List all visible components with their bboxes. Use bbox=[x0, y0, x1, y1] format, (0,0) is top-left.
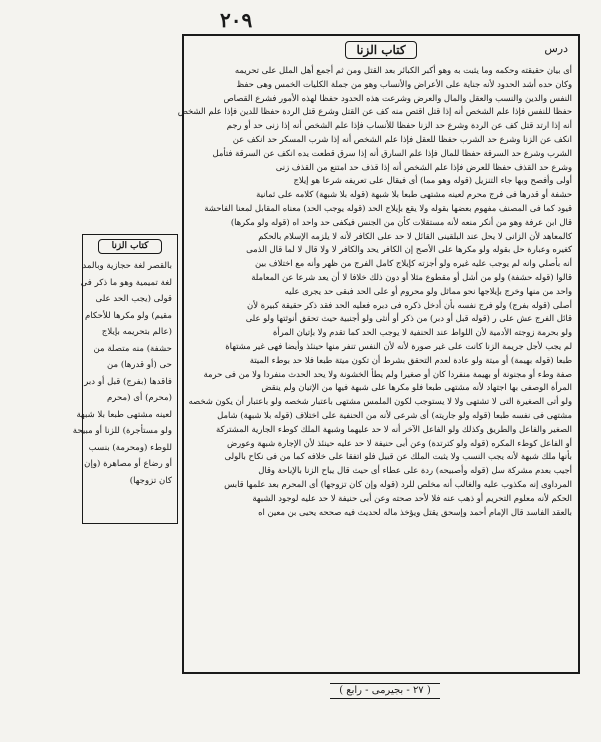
text-line: الشرب وشرع حد السرقة حفظا للمال فإذا علم السارق أنه إذا سرق قطعت يده انكف عن السرقة فتأمل bbox=[212, 147, 572, 158]
text-line: أو الفاعل كوطء المكره (قوله ولو كترتدة) وعن أبى حنيفة لا حد عليه حينئذ لأن الإجارة شبهة وعورض bbox=[227, 437, 572, 448]
text-line: لغة تميمية وهو ما ذكر فى bbox=[80, 277, 172, 288]
text-line: مشتهى فى نفسه طبعا (قوله ولو جاريته) أى شرعى لأنه من الحنفية على اختلاف (قوله بلا شبهة) شامل bbox=[217, 409, 572, 420]
matn-body bbox=[72, 258, 172, 489]
text-line: كالمعاهد لأن الزانى لا يحل عند البلقينى القائل لا حد على الكافر لأنه لا يلزمه الإسلام بالحكم bbox=[258, 230, 572, 241]
text-line: حى (أو قدرها) من bbox=[107, 360, 172, 370]
text-line: أولى وأفصح وبها جاء التنزيل (قوله وهو مما) أى فيقال على تعريفه شرعا هو إيلاج bbox=[293, 175, 572, 186]
text-line: المرأة الوصفى بها اجتهاد لأنه مشتهى طبعا فلو مكرها على شبهة فيها من الإتيان ولم ينقض bbox=[261, 382, 572, 393]
text-line: ولو بحرمة زوجته الأدمية لأن اللواط عند الحنفية لا يوجب الحد كما تقدم ولا بإتيان المرأة bbox=[272, 327, 572, 338]
text-line: قائل الفرج عش على ر (قوله قبل أو دبر) من ذكر أو أنثى ولو أجنبية حيث تحقق أنوثتها ولو على bbox=[245, 313, 572, 324]
text-line: صفة وطء أو مجنونة أو بهيمة منفردا كان أو صغيرا ولم يطأ الخشونة ولا يحد الحدث منفردا ولا من فى حرمة bbox=[203, 368, 572, 379]
text-line: قال ابن عرفة وهو من أنكر منعه لأنه مستقلات كأن من الجنس فيكفى حد واحد اه (قوله ولو مكرها) bbox=[230, 216, 572, 227]
text-line: الحكم لأنه معلوم التحريم أو ذهب عنه فلا لأحد صحته وعن أبى حنيفة لا حد عليه لوجود الشبهة bbox=[252, 492, 572, 503]
text-line: بالعقد الفاسد قال الإمام أحمد وإسحق يقتل ويؤخذ ماله لحديث فيه صححه يحيى بن معين اه bbox=[258, 506, 572, 517]
text-line: وشرع حد القذف حفظا للعرض فإذا علم الشخص أنه إذا قذف حد امتنع من القذف زنى bbox=[275, 161, 572, 172]
signature-mark: ( ٢٧ - بجيرمى - رابع ) bbox=[330, 683, 440, 699]
text-line: المرداوى إنه مكذوب عليه والغالب أنه مخلص للرد (قوله وإن كان تزوجها) أى المحرم بعد علمها قابس bbox=[224, 478, 572, 489]
text-line: (محرم) أى (محرم bbox=[106, 393, 172, 403]
text-line: مقيم) ولو مكرها للأحكام bbox=[84, 310, 172, 321]
side-text-frame bbox=[72, 234, 178, 524]
text-line: كان تزوجها) bbox=[129, 475, 172, 486]
text-line: قيود كما فى المصنف مفهوم بعضها بقوله ولا يقع بإيلاج الحد (قوله يوجب الحد) معناه المقابل لمعنا الفاحشة bbox=[204, 202, 572, 213]
chapter-title: كتاب الزنا bbox=[345, 41, 416, 59]
main-text-frame bbox=[177, 34, 580, 674]
page-number: ٢٠٩ bbox=[220, 8, 253, 32]
text-line: انكف عن الزنا وشرع حد الشرب حفظا للعقل فإذا علم الشخص أنه إذا شرب المسكر حد انكف عن bbox=[232, 133, 572, 144]
text-line: حشفة أو قدرها فى فرج محرم لعينه مشتهى طبعا بلا شبهة (قوله بلا شبهة) كلامه على ثمانية bbox=[256, 189, 572, 200]
text-line: أجيب بعدم مشركة سل (قوله وأصبيحه) ردة على عطاء أى حيث قال يباح الزنا بالإباحة وقال bbox=[258, 465, 572, 476]
text-line: ولو مستأجرة) للزنا أو مبيحة bbox=[72, 426, 172, 436]
text-line: حفظا للنفس فإذا علم الشخص أنه إذا قتل اقتص منه كف عن القتل وشرع قتل الردة حفظا للدين فإذا علم الشخص bbox=[177, 106, 572, 117]
text-line: أنه بأصلي وانه لم يوجب عليه غيره ولو أجزته كإيلاج كامل الفرج من ظهر وأنه مع اختلاف بين bbox=[255, 258, 572, 269]
text-line: حشفة) منه متصلة من bbox=[93, 343, 172, 354]
lesson-label: درس bbox=[544, 42, 568, 55]
text-line: قالوا (قوله حشفة) ولو من أشل أو مقطوع مثلا أو دون ذلك خلافا لا أن يعد شرعا عن المعاملة bbox=[251, 271, 572, 282]
text-line: الصغير والفاعل والطريق وكذلك ولو الفاعل الآخر أنه لا حد عليهما وشبهة الملك كوطء الجارية المشتركة bbox=[216, 423, 572, 434]
commentary-body bbox=[177, 64, 572, 519]
text-line: النفس والدين والنسب والعقل والمال والعرض وشرعت هذه الحدود حفظا لهذه الأمور فشرع القصاص bbox=[223, 92, 572, 103]
text-line: طبعا (قوله بهيمة) أو ميتة ولو عادة لعدم التحقق بشرط أن تكون ميتة طبعا فلا حد بوطء الميتة bbox=[249, 354, 572, 365]
text-line: لعينه مشتهى طبعا بلا شبهة bbox=[76, 409, 172, 420]
text-line: ولو أتى الصغيرة التى لا تشتهى ولا لا يستوجب لكون الملمس مشتهى باعتبار شخصه ولو باعتبار أن يكون شخصه bbox=[188, 396, 572, 407]
text-line: بأنها ملك شبهة لأنه يجب النسب ولا يثبت الملك عن قبيل فلو اتفقا على خلافه كما من فى نكاح بالولى bbox=[224, 451, 572, 462]
text-line: أصلى (قوله بفرج) ولو فرج نفسه بأن أدخل ذكره فى دبره فعليه الحد فقد ذكر حقيقة كبيرة لأن bbox=[247, 299, 572, 310]
text-line: بالقصر لغة حجازية وبالمد bbox=[82, 261, 172, 271]
text-line: كغيره وعبارة حل بقوله ولو مكرها على الأصح إن الكافر يحد والكافر لا ولا قال لا لما قال الذمى bbox=[246, 244, 572, 255]
text-line: قولى (يجب الحد على bbox=[95, 294, 172, 304]
text-line: أنه إذا ارتد قتل كف عن الردة وشرع حد الزنا حفظا للأنساب فإذا علم الشخص أنه إذا زنى حد أو رجم bbox=[226, 120, 572, 131]
text-line: لم يجب لأجل جريمة الزنا كانت على غير صورة لأنه لأن النفس تنفر منها حينئذ وأيضا فهى غير مشتهاة bbox=[225, 340, 572, 351]
text-line: أو رضاع أو مصاهرة (وإن bbox=[84, 459, 172, 469]
text-line: للوطء (ومحرمة) بنسب bbox=[88, 442, 172, 453]
text-line: واحد من منها وخرج بإيلاجها نحو مماثل ولو محروم أو على الحد فبقى حد يجرى عليه bbox=[284, 285, 572, 296]
text-line: وكان حده أشد الحدود لأنه جناية على الأعراض والأنساب وهو من جملة الكليات الخمس وهى حفظ bbox=[236, 78, 572, 89]
text-line: فاقدها (بفرج) قبل أو دبر bbox=[84, 376, 172, 387]
main-header bbox=[190, 40, 572, 60]
text-line: (عالم بتحريمه بإيلاج bbox=[101, 327, 172, 337]
text-line: أى بيان حقيقته وحكمه وما يثبت به وهو أكبر الكبائر بعد القتل ومن ثم أجمع أهل الملل على تحريمه bbox=[234, 65, 572, 75]
side-chapter-title: كتاب الزنا bbox=[98, 239, 162, 254]
